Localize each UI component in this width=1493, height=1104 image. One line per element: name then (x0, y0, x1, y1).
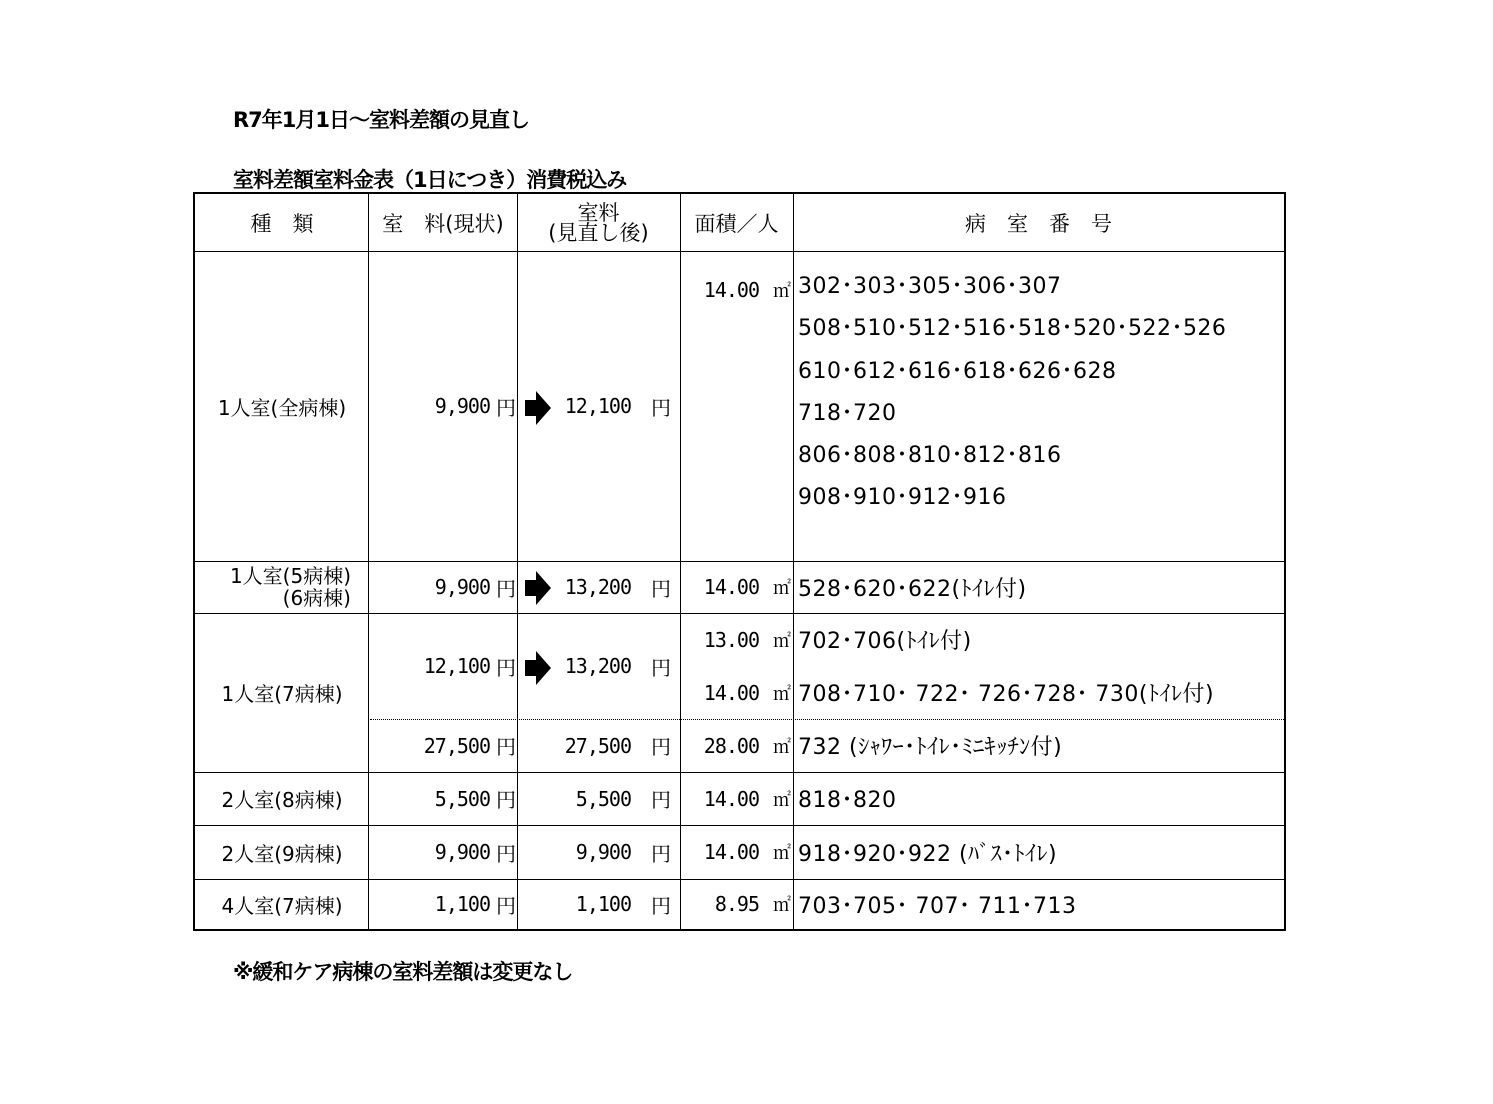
room-list-line: 718･720 (798, 400, 897, 426)
row4-fee-current (369, 719, 515, 772)
row4-area-value: 28.00 (703, 733, 759, 758)
row4-fee-current-unit: 円 (496, 735, 515, 759)
row2-rooms: 528･620･622(ﾄｲﾚ付) (798, 576, 1027, 602)
row1-rooms (798, 266, 1283, 536)
row7-fee-new-value: 1,100 (575, 892, 631, 916)
row2-area-value: 14.00 (703, 575, 759, 599)
row5-rooms: 818･820 (798, 788, 897, 813)
row7-rooms: 703･705･ 707･ 711･713 (798, 893, 1077, 919)
row5-fee-new-unit: 円 (651, 788, 670, 812)
table-caption: 室料差額室料金表（1日につき）消費税込み (233, 168, 627, 192)
row4-fee-new-value: 27,500 (564, 733, 631, 758)
row3b-area-value: 14.00 (703, 680, 759, 705)
row2-fee-current (369, 561, 515, 613)
row2-fee-new-value: 13,200 (564, 575, 631, 599)
row6-rooms: 918･920･922 (ﾊﾞｽ･ﾄｲﾚ) (798, 841, 1058, 867)
header-type: 種 類 (250, 211, 314, 236)
row6-area (680, 825, 790, 879)
row3b-area (680, 666, 790, 719)
row2-fee-new-unit: 円 (651, 576, 670, 601)
row5-fee-new (517, 772, 670, 825)
row2-type-line1: 1人室(5病棟) (229, 564, 351, 588)
room-list-line: 610･612･616･618･626･628 (798, 358, 1117, 384)
row4-fee-current-value: 27,500 (423, 733, 490, 758)
row2-fee-current-value: 9,900 (434, 575, 490, 599)
row4-fee-new (517, 719, 670, 772)
row7-fee-new-unit: 円 (651, 893, 670, 918)
row1-fee-current (369, 251, 515, 561)
row5-fee-new-value: 5,500 (575, 786, 631, 811)
row3b-rooms: 708･710･ 722･ 726･728･ 730(ﾄｲﾚ付) (798, 682, 1215, 707)
room-list-line: 908･910･912･916 (798, 485, 1007, 511)
row6-fee-new-value: 9,900 (575, 840, 631, 864)
header-rooms: 病 室 番 号 (965, 211, 1112, 236)
row1-area-unit: ㎡ (773, 281, 790, 302)
header-fee-new (517, 194, 680, 251)
row3-fee-current-value: 12,100 (423, 654, 490, 678)
row6-fee-new-unit: 円 (651, 841, 670, 866)
row7-fee-new (517, 879, 670, 929)
row6-fee-current-unit: 円 (496, 841, 515, 866)
row7-area (680, 879, 790, 929)
row5-fee-current (369, 772, 515, 825)
row1-fee-current-unit: 円 (496, 395, 515, 420)
row6-fee-new (517, 825, 670, 879)
row3a-area-value: 13.00 (703, 627, 759, 652)
row6-fee-current (369, 825, 515, 879)
row5-fee-current-value: 5,500 (434, 786, 490, 811)
room-fee-table (193, 192, 1286, 931)
row2-type-line2: (6病棟) (282, 586, 351, 610)
row1-fee-new-value: 12,100 (564, 394, 631, 418)
header-fee-current: 室 料(現状) (382, 211, 504, 236)
row6-area-unit: ㎡ (773, 843, 790, 864)
room-list-line: 508･510･512･516･518･520･522･526 (798, 316, 1227, 342)
row2-area (680, 561, 790, 613)
row3-fee-new-value: 13,200 (564, 654, 631, 678)
row4-fee-new-unit: 円 (651, 735, 670, 759)
row1-fee-new-unit: 円 (651, 395, 670, 420)
row2-area-unit: ㎡ (773, 578, 790, 599)
row7-area-value: 8.95 (714, 892, 759, 916)
row6-type: 2人室(9病棟) (221, 841, 343, 866)
row4-area (680, 719, 790, 772)
row3-fee-current-unit: 円 (496, 655, 515, 680)
row4-rooms: 732 (ｼｬﾜｰ･ﾄｲﾚ･ﾐﾆｷｯﾁﾝ付) (798, 735, 1063, 760)
row5-fee-current-unit: 円 (496, 788, 515, 812)
row5-area-unit: ㎡ (773, 789, 790, 811)
room-list-line: 806･808･810･812･816 (798, 443, 1062, 469)
row4-area-unit: ㎡ (773, 736, 790, 758)
row2-fee-current-unit: 円 (496, 576, 515, 601)
row1-area-value: 14.00 (703, 278, 759, 302)
row3a-rooms: 702･706(ﾄｲﾚ付) (798, 629, 972, 654)
row5-area-value: 14.00 (703, 786, 759, 811)
room-list-line: 302･303･305･306･307 (798, 274, 1062, 299)
header-fee-new-line2: (見直し後) (548, 220, 649, 245)
row1-type: 1人室(全病棟) (217, 395, 347, 420)
page-title: R7年1月1日～室料差額の見直し (233, 108, 530, 132)
row3b-area-unit: ㎡ (773, 683, 790, 705)
row2-fee-new (517, 561, 670, 613)
row7-fee-current (369, 879, 515, 929)
row5-type: 2人室(8病棟) (221, 788, 343, 812)
row2-type (195, 561, 351, 613)
row6-area-value: 14.00 (703, 840, 759, 864)
row6-fee-current-value: 9,900 (434, 840, 490, 864)
row3a-area-unit: ㎡ (773, 630, 790, 652)
header-fee-new-line1: 室料 (577, 200, 620, 225)
row3a-area (680, 613, 790, 666)
row1-area (680, 272, 790, 308)
row7-fee-current-value: 1,100 (434, 892, 490, 916)
row7-fee-current-unit: 円 (496, 893, 515, 918)
row7-area-unit: ㎡ (773, 895, 790, 916)
row3-fee-new (517, 613, 670, 719)
row3-fee-current (369, 613, 515, 719)
row3-type: 1人室(7病棟) (221, 682, 343, 706)
row7-type: 4人室(7病棟) (221, 893, 343, 918)
header-area: 面積／人 (694, 211, 779, 236)
row5-area (680, 772, 790, 825)
row3-fee-new-unit: 円 (651, 655, 670, 680)
row1-fee-current-value: 9,900 (434, 394, 490, 418)
row1-fee-new (517, 251, 670, 561)
footnote: ※緩和ケア病棟の室料差額は変更なし (233, 960, 573, 984)
